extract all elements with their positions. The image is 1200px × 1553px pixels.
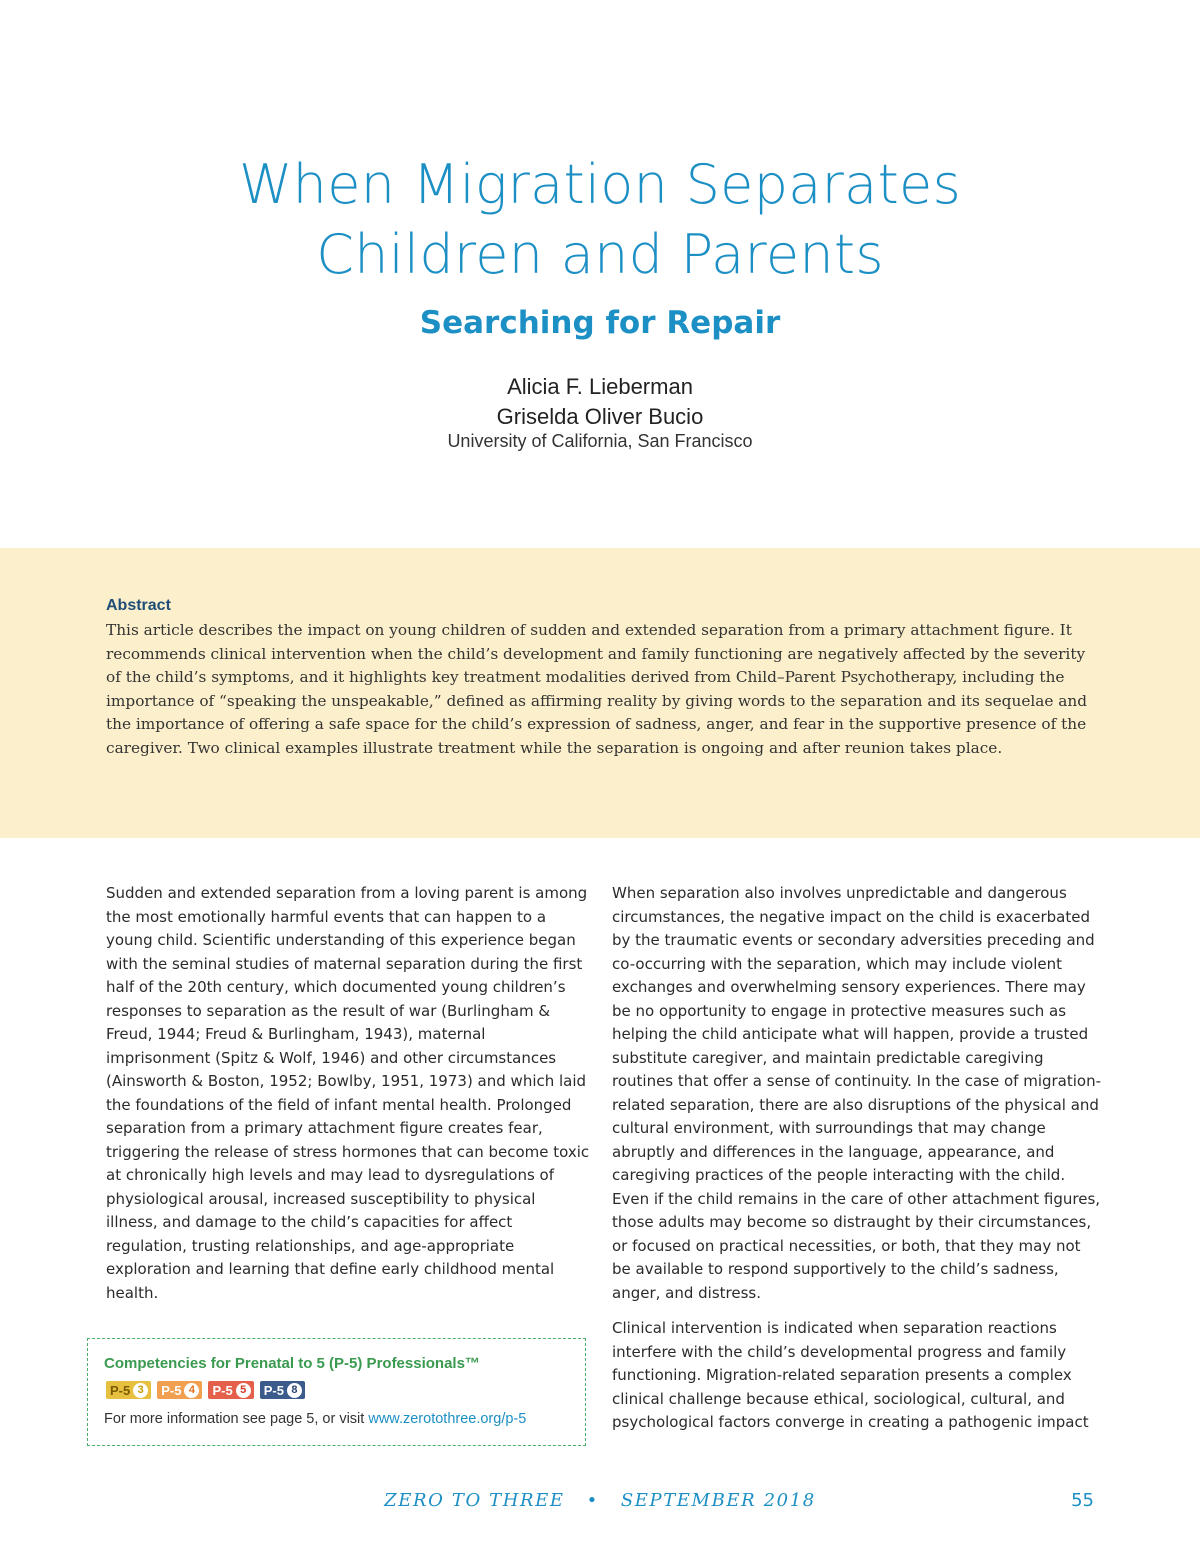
- competencies-info: [104, 1409, 526, 1429]
- page-footer: [0, 1490, 1200, 1516]
- body-paragraph: Clinical intervention is indicated when separation reactions interfere with the child’s developmental progress and family functioning. Migration-related separation presents a complex clinical challenge because ethical, sociological, cultural, and psychological factors converge in creating a pathogenic impact: [612, 1319, 1089, 1431]
- badge-number: 4: [184, 1383, 199, 1398]
- abstract-box: [0, 548, 1200, 838]
- article-subtitle: Searching for Repair: [419, 305, 781, 341]
- page-number: 55: [1071, 1490, 1094, 1511]
- author-2: Griselda Oliver Bucio: [496, 404, 704, 429]
- competency-badge: [106, 1381, 151, 1399]
- badge-number: 3: [133, 1383, 148, 1398]
- competencies-link[interactable]: www.zerotothree.org/p-5: [368, 1411, 527, 1427]
- footer-separator: •: [586, 1490, 599, 1511]
- body-column-right: [612, 882, 1102, 1447]
- badge-number: 5: [236, 1383, 251, 1398]
- competencies-box: [87, 1338, 586, 1446]
- abstract-text: This article describes the impact on young children of sudden and extended separation from a primary attachment figure. It recommends clinical intervention when the child’s development and family functioning are negatively affected by the severity of the child’s symptoms, and it highlights key treatment modalities derived from Child–Parent Psychotherapy, including the importance of “speaking the unspeakable,” defined as affirming reality by giving words to the separation and its sequelae and the importance of offering a safe space for the child’s expression of sadness, anger, and fear in the supportive presence of the caregiver. Two clinical examples illustrate treatment while the separation is ongoing and after reunion takes place.: [106, 621, 1088, 757]
- competency-badge: [208, 1381, 253, 1399]
- title-line-1: When Migration Separates: [238, 153, 961, 216]
- badge-label: P-5: [110, 1382, 131, 1398]
- author-affiliation: University of California, San Francisco: [447, 431, 753, 451]
- competencies-title: Competencies for Prenatal to 5 (P-5) Professionals™: [104, 1355, 480, 1372]
- footer-journal: ZERO TO THREE: [384, 1490, 565, 1511]
- competency-badge: [157, 1381, 202, 1399]
- competencies-info-text: For more information see page 5, or visit: [104, 1411, 369, 1427]
- badge-label: P-5: [161, 1382, 182, 1398]
- article-title: [0, 150, 1200, 290]
- body-paragraph: Sudden and extended separation from a loving parent is among the most emotionally harmful events that can happen to a young child. Scientific understanding of this experience began with the seminal studies of maternal separation during the first half of the 20th century, which documented young children’s responses to separation as the result of war (Burlingham & Freud, 1944; Freud & Burlingham, 1943), maternal imprisonment (Spitz & Wolf, 1946) and other circumstances (Ainsworth & Boston, 1952; Bowlby, 1951, 1973) and which laid the foundations of the field of infant mental health. Prolonged separation from a primary attachment figure creates fear, triggering the release of stress hormones that can become toxic at chronically high levels and may lead to dysregulations of physiological arousal, increased susceptibility to physical illness, and damage to the child’s capacities for affect regulation, trusting relationships, and age-appropriate exploration and learning that define early childhood mental health.: [106, 884, 590, 1302]
- footer-running-head: [0, 1490, 1200, 1511]
- footer-date: SEPTEMBER 2018: [620, 1490, 816, 1511]
- competency-badge: [260, 1381, 305, 1399]
- competency-badges: [106, 1381, 305, 1399]
- abstract-body: [106, 619, 1096, 760]
- body-column-left: [106, 882, 591, 1317]
- badge-label: P-5: [263, 1382, 284, 1398]
- badge-label: P-5: [212, 1382, 233, 1398]
- body-paragraph: When separation also involves unpredictable and dangerous circumstances, the negative impact on the child is exacerbated by the traumatic events or secondary adversities preceding and co-occurring with the separation, which may include violent exchanges and overwhelming sensory experiences. There may be no opportunity to engage in protective measures such as helping the child anticipate what will happen, provide a trusted substitute caregiver, and maintain predictable caregiving routines that offer a sense of continuity. In the case of migration-related separation, there are also disruptions of the physical and cultural environment, with surroundings that may change abruptly and differences in the language, appearance, and caregiving practices of the people interacting with the child. Even if the child remains in the care of other attachment figures, those adults may become so distraught by their circumstances, or focused on practical necessities, or both, that they may not be available to respond supportively to the child’s sadness, anger, and distress.: [612, 884, 1102, 1302]
- badge-number: 8: [287, 1383, 302, 1398]
- author-1: Alicia F. Lieberman: [507, 374, 693, 399]
- abstract-heading: Abstract: [106, 597, 171, 614]
- title-line-2: Children and Parents: [316, 223, 884, 286]
